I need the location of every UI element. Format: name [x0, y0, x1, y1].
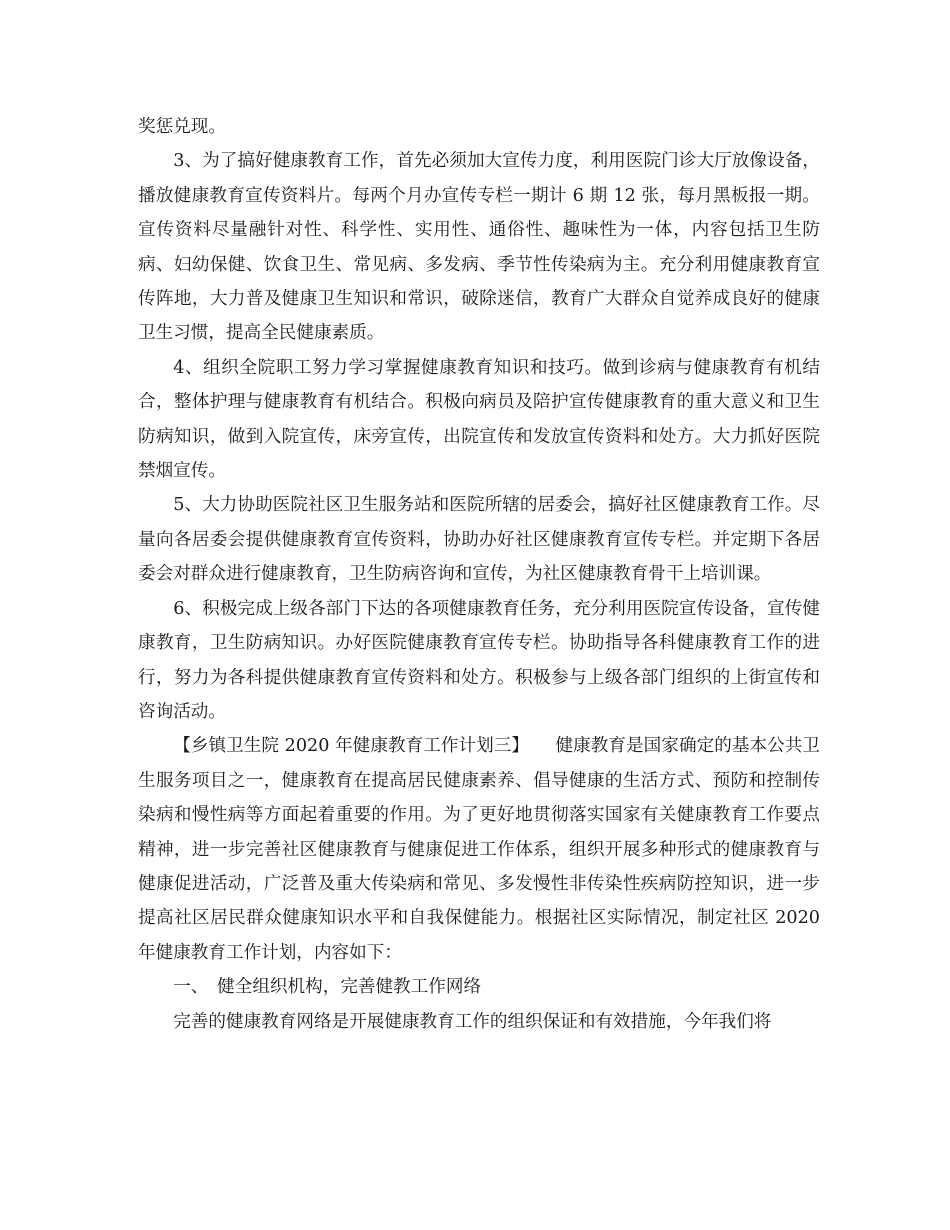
section-heading-1: 一、 健全组织机构，完善健教工作网络 [173, 977, 482, 998]
paragraph-section-1-body: 完善的健康教育网络是开展健康教育工作的组织保证和有效措施，今年我们将 [173, 1011, 772, 1032]
paragraph-item-6: 6、积极完成上级各部门下达的各项健康教育任务，充分利用医院宣传设备，宣传健康教育，卫生防病知识。办好医院健康教育宣传专栏。协助指导各科健康教育工作的进行，努力为各科提供健康教育宣传资料和处方。积极参与上级各部门组织的上街宣传和咨询活动。 [138, 598, 820, 722]
paragraph-item-4: 4、组织全院职工努力学习掌握健康教育知识和技巧。做到诊病与健康教育有机结合，整体护理与健康教育有机结合。积极向病员及陪护宣传健康教育的重大意义和卫生防病知识，做到入院宣传，床旁宣传，出院宣传和发放宣传资料和处方。大力抓好医院禁烟宣传。 [138, 357, 820, 482]
document-page [138, 110, 820, 1039]
paragraph-continuation: 奖惩兑现。 [138, 117, 226, 137]
paragraph-plan-three-intro: 【乡镇卫生院 2020 年健康教育工作计划三】 健康教育是国家确定的基本公共卫生服务项目之一，健康教育在提高居民健康素养、倡导健康的生活方式、预防和控制传染病和慢性病等方面起着重要的作用。为了更好地贯彻落实国家有关健康教育工作要点精神，进一步完善社区健康教育与健康促进工作体系，组织开展多种形式的健康教育与健康促进活动，广泛普及重大传染病和常见、多发慢性非传染性疾病防控知识，进一步提高社区居民群众健康知识水平和自我保健能力。根据社区实际情况，制定社区 2020 年健康教育工作计划，内容如下： [138, 736, 820, 963]
paragraph-item-3: 3、为了搞好健康教育工作，首先必须加大宣传力度，利用医院门诊大厅放像设备，播放健康教育宣传资料片。每两个月办宣传专栏一期计 6 期 12 张，每月黑板报一期。宣传资料尽量融针对性、科学性、实用性、通俗性、趣味性为一体，内容包括卫生防病、妇幼保健、饮食卫生、常见病、多发病、季节性传染病为主。充分利用健康教育宣传阵地，大力普及健康卫生知识和常识，破除迷信，教育广大群众自觉养成良好的健康卫生习惯，提高全民健康素质。 [138, 151, 820, 344]
paragraph-item-5: 5、大力协助医院社区卫生服务站和医院所辖的居委会，搞好社区健康教育工作。尽量向各居委会提供健康教育宣传资料，协助办好社区健康教育宣传专栏。并定期下各居委会对群众进行健康教育，卫生防病咨询和宣传，为社区健康教育骨干上培训课。 [138, 495, 820, 585]
